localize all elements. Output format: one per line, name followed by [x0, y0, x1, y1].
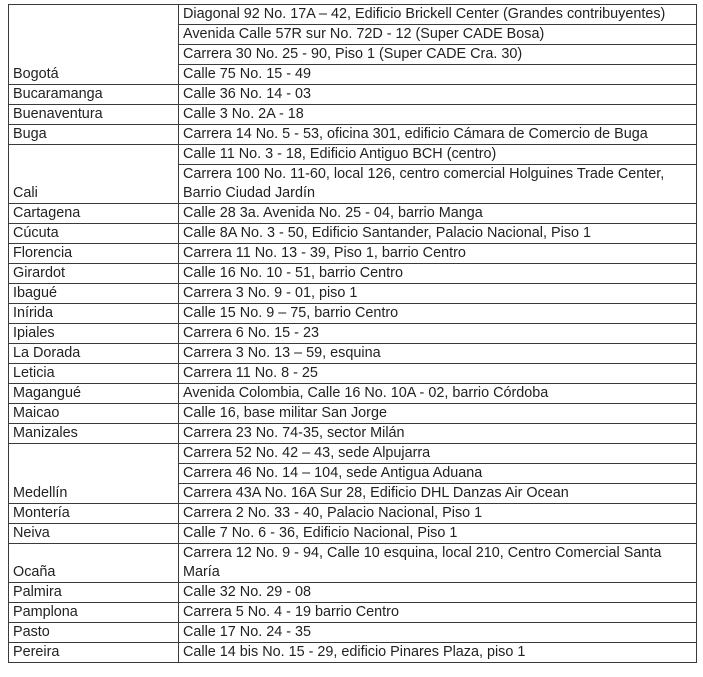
table-row	[9, 304, 697, 324]
address-cell: Calle 3 No. 2A - 18	[179, 105, 697, 125]
address-cell: Carrera 14 No. 5 - 53, oficina 301, edificio Cámara de Comercio de Buga	[179, 125, 697, 145]
address-cell: Carrera 2 No. 33 - 40, Palacio Nacional, Piso 1	[179, 504, 697, 524]
table-row	[9, 583, 697, 603]
table-row	[9, 85, 697, 105]
address-cell: Calle 75 No. 15 - 49	[179, 65, 697, 85]
address-cell: Carrera 11 No. 8 - 25	[179, 364, 697, 384]
table-row	[9, 324, 697, 344]
table-row	[9, 404, 697, 424]
city-cell: Ibagué	[9, 284, 179, 304]
city-cell: Magangué	[9, 384, 179, 404]
table-row	[9, 344, 697, 364]
address-cell: Calle 32 No. 29 - 08	[179, 583, 697, 603]
city-cell: Bogotá	[9, 5, 179, 85]
address-cell: Calle 28 3a. Avenida No. 25 - 04, barrio Manga	[179, 204, 697, 224]
table-row	[9, 424, 697, 444]
address-cell: Calle 8A No. 3 - 50, Edificio Santander, Palacio Nacional, Piso 1	[179, 224, 697, 244]
document-page	[8, 4, 697, 663]
office-address-table	[8, 4, 697, 663]
city-cell: Cúcuta	[9, 224, 179, 244]
table-row	[9, 284, 697, 304]
table-row	[9, 444, 697, 464]
city-cell: Palmira	[9, 583, 179, 603]
table-row	[9, 524, 697, 544]
city-cell: Buenaventura	[9, 105, 179, 125]
address-cell: Avenida Calle 57R sur No. 72D - 12 (Super CADE Bosa)	[179, 25, 697, 45]
table-row	[9, 224, 697, 244]
table-row	[9, 623, 697, 643]
city-cell: Pasto	[9, 623, 179, 643]
city-cell: Montería	[9, 504, 179, 524]
address-cell: Calle 16 No. 10 - 51, barrio Centro	[179, 264, 697, 284]
address-cell: Carrera 5 No. 4 - 19 barrio Centro	[179, 603, 697, 623]
city-cell: Florencia	[9, 244, 179, 264]
table-row	[9, 603, 697, 623]
address-cell: Calle 11 No. 3 - 18, Edificio Antiguo BCH (centro)	[179, 145, 697, 165]
table-row	[9, 244, 697, 264]
table-row	[9, 125, 697, 145]
address-cell: Carrera 3 No. 9 - 01, piso 1	[179, 284, 697, 304]
city-cell: Cali	[9, 145, 179, 204]
address-cell: Carrera 6 No. 15 - 23	[179, 324, 697, 344]
address-cell: Calle 17 No. 24 - 35	[179, 623, 697, 643]
table-row	[9, 364, 697, 384]
city-cell: Ocaña	[9, 544, 179, 583]
city-cell: Girardot	[9, 264, 179, 284]
city-cell: Maicao	[9, 404, 179, 424]
address-cell: Calle 36 No. 14 - 03	[179, 85, 697, 105]
address-cell: Avenida Colombia, Calle 16 No. 10A - 02, barrio Córdoba	[179, 384, 697, 404]
city-cell: Neiva	[9, 524, 179, 544]
city-cell: Manizales	[9, 424, 179, 444]
address-cell: Carrera 52 No. 42 – 43, sede Alpujarra	[179, 444, 697, 464]
city-cell: Leticia	[9, 364, 179, 384]
city-cell: La Dorada	[9, 344, 179, 364]
address-cell: Carrera 100 No. 11-60, local 126, centro comercial Holguines Trade Center, Barrio Ciudad Jardín	[179, 165, 697, 204]
table-row	[9, 204, 697, 224]
address-table-body	[9, 5, 697, 663]
city-cell: Buga	[9, 125, 179, 145]
table-row	[9, 145, 697, 165]
address-cell: Calle 7 No. 6 - 36, Edificio Nacional, Piso 1	[179, 524, 697, 544]
table-row	[9, 5, 697, 25]
address-cell: Calle 14 bis No. 15 - 29, edificio Pinares Plaza, piso 1	[179, 643, 697, 663]
address-cell: Carrera 11 No. 13 - 39, Piso 1, barrio Centro	[179, 244, 697, 264]
table-row	[9, 643, 697, 663]
city-cell: Pereira	[9, 643, 179, 663]
address-cell: Calle 15 No. 9 – 75, barrio Centro	[179, 304, 697, 324]
address-cell: Carrera 12 No. 9 - 94, Calle 10 esquina, local 210, Centro Comercial Santa María	[179, 544, 697, 583]
city-cell: Ipiales	[9, 324, 179, 344]
table-row	[9, 264, 697, 284]
city-cell: Cartagena	[9, 204, 179, 224]
table-row	[9, 504, 697, 524]
table-row	[9, 544, 697, 583]
city-cell: Medellín	[9, 444, 179, 504]
address-cell: Diagonal 92 No. 17A – 42, Edificio Brickell Center (Grandes contribuyentes)	[179, 5, 697, 25]
table-row	[9, 384, 697, 404]
city-cell: Pamplona	[9, 603, 179, 623]
address-cell: Calle 16, base militar San Jorge	[179, 404, 697, 424]
address-cell: Carrera 46 No. 14 – 104, sede Antigua Aduana	[179, 464, 697, 484]
address-cell: Carrera 3 No. 13 – 59, esquina	[179, 344, 697, 364]
address-cell: Carrera 23 No. 74-35, sector Milán	[179, 424, 697, 444]
city-cell: Inírida	[9, 304, 179, 324]
address-cell: Carrera 30 No. 25 - 90, Piso 1 (Super CADE Cra. 30)	[179, 45, 697, 65]
city-cell: Bucaramanga	[9, 85, 179, 105]
address-cell: Carrera 43A No. 16A Sur 28, Edificio DHL Danzas Air Ocean	[179, 484, 697, 504]
table-row	[9, 105, 697, 125]
